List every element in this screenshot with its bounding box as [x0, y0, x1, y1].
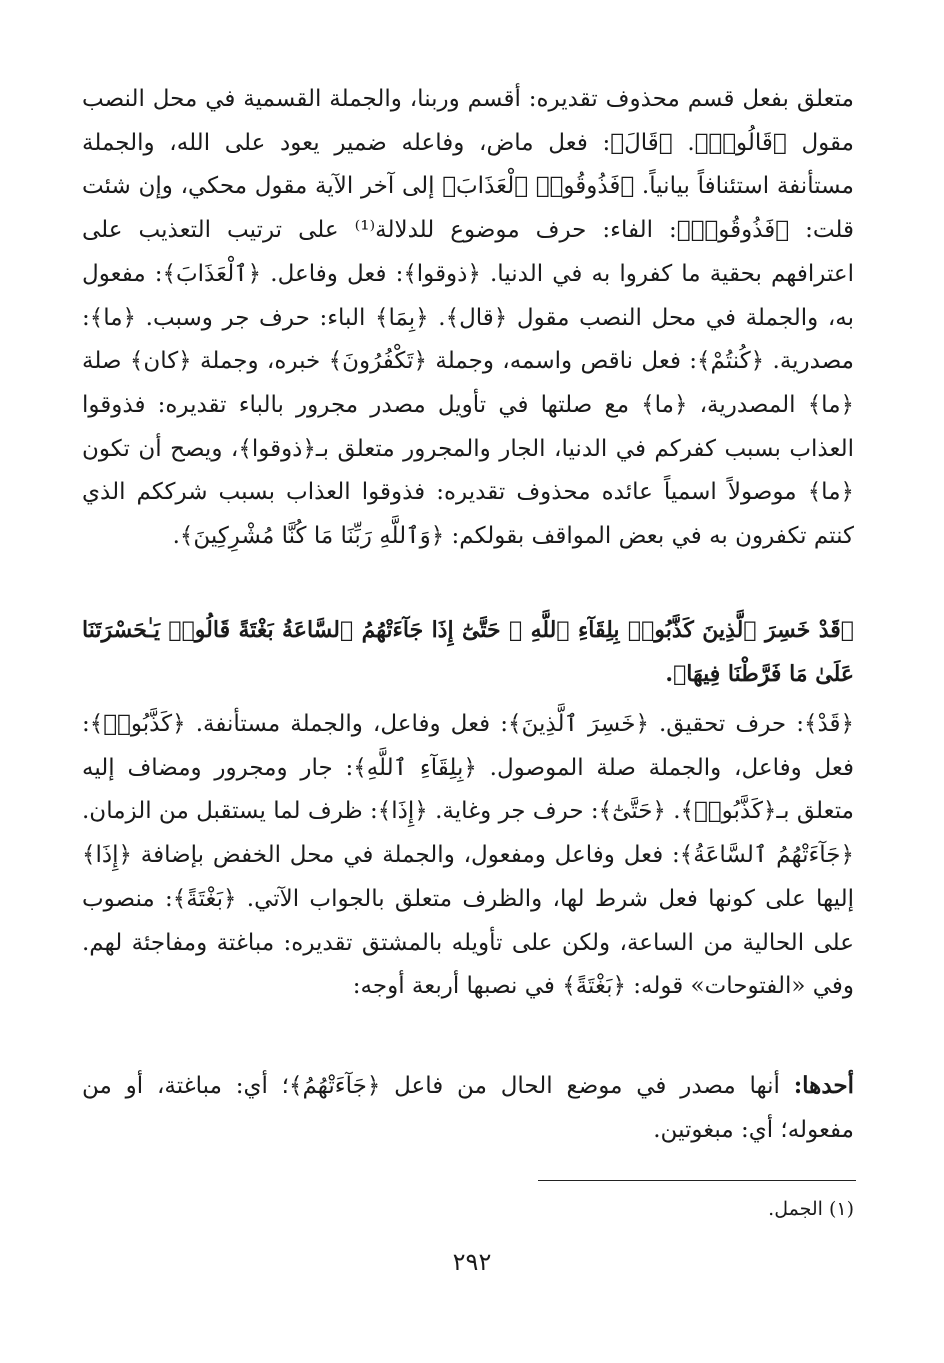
footnote-separator [538, 1180, 856, 1181]
paragraph-quran-verse: ﴿قَدْ خَسِرَ ٱلَّذِينَ كَذَّبُوا۟ بِلِقَآءِ ٱللَّهِ ۖ حَتَّىٰٓ إِذَا جَآءَتْهُمُ ٱلسَّاعَةُ بَغْتَةً قَالُوا۟ يَـٰحَسْرَتَنَا عَلَىٰ مَا فَرَّطْنَا فِيهَا﴾. [82, 617, 854, 687]
paragraph-body: أنها مصدر في موضع الحال من فاعل ﴿جَآءَتْهُمُ﴾؛ أي: مباغتة، أو من مفعوله؛ أي: مبغوتين. [82, 1073, 854, 1143]
footnote: (١) الجمل. [768, 1198, 854, 1220]
page-number: ٢٩٢ [452, 1248, 492, 1276]
paragraph-commentary-1: متعلق بفعل قسم محذوف تقديره: أقسم وربنا، والجملة القسمية في محل النصب مقول ﴿قَالُوا۟﴾. ﴿قَالَ﴾: فعل ماض، وفاعله ضمير يعود على الله، والجملة مستأنفة استئنافاً بيانياً. ﴿فَذُوقُوا۟ ٱلْعَذَابَ﴾ إلى آخر الآية مقول محكي، وإن شئت قلت: ﴿فَذُوقُوا۟﴾: الفاء: حرف موضوع للدلالة⁽¹⁾ على ترتيب التعذيب على اعترافهم بحقية ما كفروا به في الدنيا. ﴿ذوقوا﴾: فعل وفاعل. ﴿ٱلْعَذَابَ﴾: مفعول به، والجملة في محل النصب مقول ﴿قال﴾. ﴿بِمَا﴾ الباء: حرف جر وسبب. ﴿ما﴾: مصدرية. ﴿كُنتُمْ﴾: فعل ناقص واسمه، وجملة ﴿تَكْفُرُونَ﴾ خبره، وجملة ﴿كان﴾ صلة ﴿ما﴾ المصدرية، ﴿ما﴾ مع صلتها في تأويل مصدر مجرور بالباء تقديره: فذوقوا العذاب بسبب كفركم في الدنيا، الجار والمجرور متعلق بـ﴿ذوقوا﴾، ويصح أن تكون ﴿ما﴾ موصولاً اسمياً عائده محذوف تقديره: فذوقوا العذاب بسبب شرككم الذي كنتم تكفرون به في بعض المواقف بقولكم: ﴿وَٱللَّهِ رَبِّنَا مَا كُنَّا مُشْرِكِينَ﴾. [82, 86, 855, 550]
paragraph-commentary-3 [82, 1064, 854, 1152]
paragraph-commentary-2: ﴿قَدْ﴾: حرف تحقيق. ﴿خَسِرَ ٱلَّذِينَ﴾: فعل وفاعل، والجملة مستأنفة. ﴿كَذَّبُوا۟﴾: فعل وفاعل، والجملة صلة الموصول. ﴿بِلِقَآءِ ٱللَّهِ﴾: جار ومجرور ومضاف إليه متعلق بـ﴿كَذَّبُوا۟﴾. ﴿حَتَّىٰٓ﴾: حرف جر وغاية. ﴿إِذَا﴾: ظرف لما يستقبل من الزمان. ﴿جَآءَتْهُمُ ٱلسَّاعَةُ﴾: فعل وفاعل ومفعول، والجملة في محل الخفض بإضافة ﴿إِذَا﴾ إليها على كونها فعل شرط لها، والظرف متعلق بالجواب الآتي. ﴿بَغْتَةً﴾: منصوب على الحالية من الساعة، ولكن على تأويله بالمشتق تقديره: مباغتة ومفاجئة لهم. وفي «الفتوحات» قوله: ﴿بَغْتَةً﴾ في نصبها أربعة أوجه: [82, 711, 854, 1000]
paragraph-lead-word: أحدها: [793, 1072, 854, 1099]
